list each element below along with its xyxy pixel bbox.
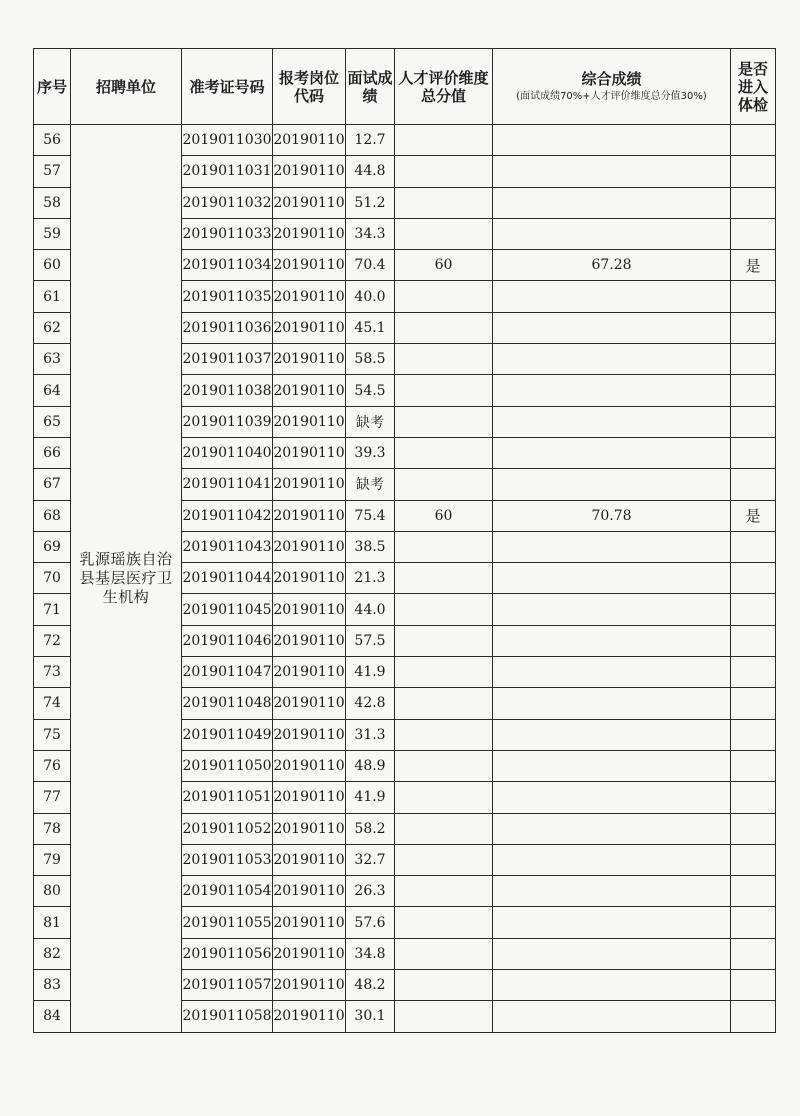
physical-exam-cell (731, 531, 776, 562)
seq-cell: 66 (34, 437, 71, 468)
interview-score-cell: 42.8 (346, 688, 395, 719)
header-seq: 序号 (34, 49, 71, 125)
talent-score-cell (395, 625, 493, 656)
talent-score-cell (395, 594, 493, 625)
ticket-cell: 2019011053 (182, 844, 273, 875)
header-talent: 人才评价维度总分值 (395, 49, 493, 125)
interview-score-cell: 54.5 (346, 375, 395, 406)
interview-score-cell: 58.5 (346, 344, 395, 375)
composite-score-cell (493, 406, 731, 437)
talent-score-cell (395, 125, 493, 156)
seq-cell: 61 (34, 281, 71, 312)
ticket-cell: 2019011046 (182, 625, 273, 656)
ticket-cell: 2019011043 (182, 531, 273, 562)
physical-exam-cell (731, 750, 776, 781)
composite-score-cell (493, 437, 731, 468)
talent-score-cell (395, 531, 493, 562)
table-row (34, 125, 776, 156)
physical-exam-cell (731, 688, 776, 719)
ticket-cell: 2019011049 (182, 719, 273, 750)
ticket-cell: 2019011055 (182, 907, 273, 938)
interview-score-cell: 70.4 (346, 250, 395, 281)
header-post: 报考岗位代码 (273, 49, 346, 125)
ticket-cell: 2019011058 (182, 1001, 273, 1032)
header-composite-note: (面试成绩70%+人才评价维度总分值30%) (516, 91, 707, 102)
interview-score-cell: 39.3 (346, 437, 395, 468)
post-code-cell: 20190110 (273, 344, 346, 375)
interview-score-cell: 41.9 (346, 657, 395, 688)
physical-exam-cell (731, 187, 776, 218)
ticket-cell: 2019011030 (182, 125, 273, 156)
interview-score-cell: 40.0 (346, 281, 395, 312)
interview-score-cell: 41.9 (346, 782, 395, 813)
ticket-cell: 2019011040 (182, 437, 273, 468)
post-code-cell: 20190110 (273, 125, 346, 156)
seq-cell: 71 (34, 594, 71, 625)
ticket-cell: 2019011036 (182, 312, 273, 343)
header-composite-title: 综合成绩 (581, 70, 642, 88)
ticket-cell: 2019011032 (182, 187, 273, 218)
seq-cell: 70 (34, 563, 71, 594)
ticket-cell: 2019011044 (182, 563, 273, 594)
post-code-cell: 20190110 (273, 406, 346, 437)
composite-score-cell (493, 469, 731, 500)
interview-score-cell: 21.3 (346, 563, 395, 594)
composite-score-cell (493, 563, 731, 594)
interview-score-cell: 44.8 (346, 156, 395, 187)
composite-score-cell (493, 657, 731, 688)
ticket-cell: 2019011031 (182, 156, 273, 187)
seq-cell: 62 (34, 312, 71, 343)
seq-cell: 76 (34, 750, 71, 781)
talent-score-cell (395, 406, 493, 437)
interview-score-cell: 48.9 (346, 750, 395, 781)
physical-exam-cell (731, 125, 776, 156)
composite-score-cell (493, 813, 731, 844)
talent-score-cell (395, 218, 493, 249)
ticket-cell: 2019011051 (182, 782, 273, 813)
post-code-cell: 20190110 (273, 563, 346, 594)
post-code-cell: 20190110 (273, 469, 346, 500)
ticket-cell: 2019011056 (182, 938, 273, 969)
seq-cell: 72 (34, 625, 71, 656)
talent-score-cell: 60 (395, 500, 493, 531)
post-code-cell: 20190110 (273, 187, 346, 218)
ticket-cell: 2019011034 (182, 250, 273, 281)
ticket-cell: 2019011047 (182, 657, 273, 688)
composite-score-cell (493, 625, 731, 656)
interview-score-cell: 57.6 (346, 907, 395, 938)
composite-score-cell (493, 344, 731, 375)
physical-exam-cell: 是 (731, 250, 776, 281)
physical-exam-cell (731, 719, 776, 750)
post-code-cell: 20190110 (273, 594, 346, 625)
interview-score-cell: 51.2 (346, 187, 395, 218)
composite-score-cell: 70.78 (493, 500, 731, 531)
physical-exam-cell (731, 813, 776, 844)
post-code-cell: 20190110 (273, 156, 346, 187)
ticket-cell: 2019011057 (182, 970, 273, 1001)
interview-score-cell: 48.2 (346, 970, 395, 1001)
seq-cell: 73 (34, 657, 71, 688)
post-code-cell: 20190110 (273, 688, 346, 719)
talent-score-cell (395, 938, 493, 969)
ticket-cell: 2019011042 (182, 500, 273, 531)
table-body (34, 125, 776, 1033)
interview-score-cell: 32.7 (346, 844, 395, 875)
ticket-cell: 2019011050 (182, 750, 273, 781)
physical-exam-cell (731, 907, 776, 938)
interview-score-cell: 44.0 (346, 594, 395, 625)
interview-score-cell: 缺考 (346, 469, 395, 500)
ticket-cell: 2019011038 (182, 375, 273, 406)
header-composite (493, 49, 731, 125)
post-code-cell: 20190110 (273, 813, 346, 844)
composite-score-cell (493, 531, 731, 562)
results-table (33, 48, 776, 1033)
talent-score-cell (395, 469, 493, 500)
seq-cell: 78 (34, 813, 71, 844)
seq-cell: 56 (34, 125, 71, 156)
talent-score-cell (395, 688, 493, 719)
physical-exam-cell (731, 657, 776, 688)
post-code-cell: 20190110 (273, 719, 346, 750)
seq-cell: 84 (34, 1001, 71, 1032)
seq-cell: 65 (34, 406, 71, 437)
composite-score-cell (493, 719, 731, 750)
ticket-cell: 2019011037 (182, 344, 273, 375)
header-unit: 招聘单位 (71, 49, 182, 125)
talent-score-cell: 60 (395, 250, 493, 281)
physical-exam-cell (731, 281, 776, 312)
interview-score-cell: 34.8 (346, 938, 395, 969)
seq-cell: 79 (34, 844, 71, 875)
recruiting-unit-cell: 乳源瑶族自治县基层医疗卫生机构 (71, 125, 182, 1033)
interview-score-cell: 38.5 (346, 531, 395, 562)
seq-cell: 83 (34, 970, 71, 1001)
talent-score-cell (395, 156, 493, 187)
composite-score-cell (493, 970, 731, 1001)
talent-score-cell (395, 187, 493, 218)
physical-exam-cell (731, 1001, 776, 1032)
ticket-cell: 2019011033 (182, 218, 273, 249)
physical-exam-cell (731, 312, 776, 343)
physical-exam-cell (731, 625, 776, 656)
composite-score-cell (493, 688, 731, 719)
interview-score-cell: 45.1 (346, 312, 395, 343)
physical-exam-cell (731, 344, 776, 375)
physical-exam-cell: 是 (731, 500, 776, 531)
post-code-cell: 20190110 (273, 218, 346, 249)
ticket-cell: 2019011041 (182, 469, 273, 500)
interview-score-cell: 30.1 (346, 1001, 395, 1032)
seq-cell: 60 (34, 250, 71, 281)
composite-score-cell (493, 312, 731, 343)
physical-exam-cell (731, 970, 776, 1001)
ticket-cell: 2019011039 (182, 406, 273, 437)
seq-cell: 75 (34, 719, 71, 750)
seq-cell: 69 (34, 531, 71, 562)
post-code-cell: 20190110 (273, 625, 346, 656)
post-code-cell: 20190110 (273, 312, 346, 343)
seq-cell: 58 (34, 187, 71, 218)
post-code-cell: 20190110 (273, 1001, 346, 1032)
physical-exam-cell (731, 437, 776, 468)
talent-score-cell (395, 844, 493, 875)
seq-cell: 67 (34, 469, 71, 500)
ticket-cell: 2019011035 (182, 281, 273, 312)
post-code-cell: 20190110 (273, 375, 346, 406)
ticket-cell: 2019011054 (182, 876, 273, 907)
post-code-cell: 20190110 (273, 500, 346, 531)
post-code-cell: 20190110 (273, 750, 346, 781)
talent-score-cell (395, 970, 493, 1001)
talent-score-cell (395, 657, 493, 688)
physical-exam-cell (731, 469, 776, 500)
interview-score-cell: 缺考 (346, 406, 395, 437)
composite-score-cell (493, 907, 731, 938)
talent-score-cell (395, 437, 493, 468)
composite-score-cell (493, 844, 731, 875)
interview-score-cell: 58.2 (346, 813, 395, 844)
composite-score-cell (493, 876, 731, 907)
composite-score-cell (493, 156, 731, 187)
post-code-cell: 20190110 (273, 531, 346, 562)
physical-exam-cell (731, 375, 776, 406)
post-code-cell: 20190110 (273, 437, 346, 468)
talent-score-cell (395, 782, 493, 813)
composite-score-cell (493, 1001, 731, 1032)
post-code-cell: 20190110 (273, 657, 346, 688)
physical-exam-cell (731, 782, 776, 813)
physical-exam-cell (731, 406, 776, 437)
seq-cell: 68 (34, 500, 71, 531)
interview-score-cell: 34.3 (346, 218, 395, 249)
composite-score-cell (493, 594, 731, 625)
post-code-cell: 20190110 (273, 782, 346, 813)
composite-score-cell (493, 782, 731, 813)
seq-cell: 74 (34, 688, 71, 719)
physical-exam-cell (731, 594, 776, 625)
composite-score-cell (493, 218, 731, 249)
post-code-cell: 20190110 (273, 907, 346, 938)
interview-score-cell: 12.7 (346, 125, 395, 156)
seq-cell: 57 (34, 156, 71, 187)
seq-cell: 63 (34, 344, 71, 375)
header-interview: 面试成绩 (346, 49, 395, 125)
seq-cell: 80 (34, 876, 71, 907)
composite-score-cell (493, 187, 731, 218)
physical-exam-cell (731, 218, 776, 249)
ticket-cell: 2019011048 (182, 688, 273, 719)
physical-exam-cell (731, 156, 776, 187)
seq-cell: 77 (34, 782, 71, 813)
interview-score-cell: 57.5 (346, 625, 395, 656)
composite-score-cell (493, 375, 731, 406)
talent-score-cell (395, 907, 493, 938)
talent-score-cell (395, 281, 493, 312)
talent-score-cell (395, 876, 493, 907)
post-code-cell: 20190110 (273, 250, 346, 281)
interview-score-cell: 75.4 (346, 500, 395, 531)
post-code-cell: 20190110 (273, 844, 346, 875)
composite-score-cell (493, 281, 731, 312)
composite-score-cell: 67.28 (493, 250, 731, 281)
talent-score-cell (395, 375, 493, 406)
post-code-cell: 20190110 (273, 876, 346, 907)
talent-score-cell (395, 750, 493, 781)
interview-score-cell: 31.3 (346, 719, 395, 750)
composite-score-cell (493, 750, 731, 781)
interview-score-cell: 26.3 (346, 876, 395, 907)
seq-cell: 81 (34, 907, 71, 938)
seq-cell: 82 (34, 938, 71, 969)
post-code-cell: 20190110 (273, 281, 346, 312)
physical-exam-cell (731, 844, 776, 875)
post-code-cell: 20190110 (273, 938, 346, 969)
ticket-cell: 2019011052 (182, 813, 273, 844)
composite-score-cell (493, 938, 731, 969)
ticket-cell: 2019011045 (182, 594, 273, 625)
talent-score-cell (395, 312, 493, 343)
talent-score-cell (395, 344, 493, 375)
header-ticket: 准考证号码 (182, 49, 273, 125)
talent-score-cell (395, 719, 493, 750)
physical-exam-cell (731, 563, 776, 594)
physical-exam-cell (731, 938, 776, 969)
header-row (34, 49, 776, 125)
physical-exam-cell (731, 876, 776, 907)
post-code-cell: 20190110 (273, 970, 346, 1001)
header-physical: 是否进入体检 (731, 49, 776, 125)
talent-score-cell (395, 813, 493, 844)
seq-cell: 59 (34, 218, 71, 249)
talent-score-cell (395, 1001, 493, 1032)
composite-score-cell (493, 125, 731, 156)
talent-score-cell (395, 563, 493, 594)
score-sheet (33, 48, 775, 1033)
seq-cell: 64 (34, 375, 71, 406)
